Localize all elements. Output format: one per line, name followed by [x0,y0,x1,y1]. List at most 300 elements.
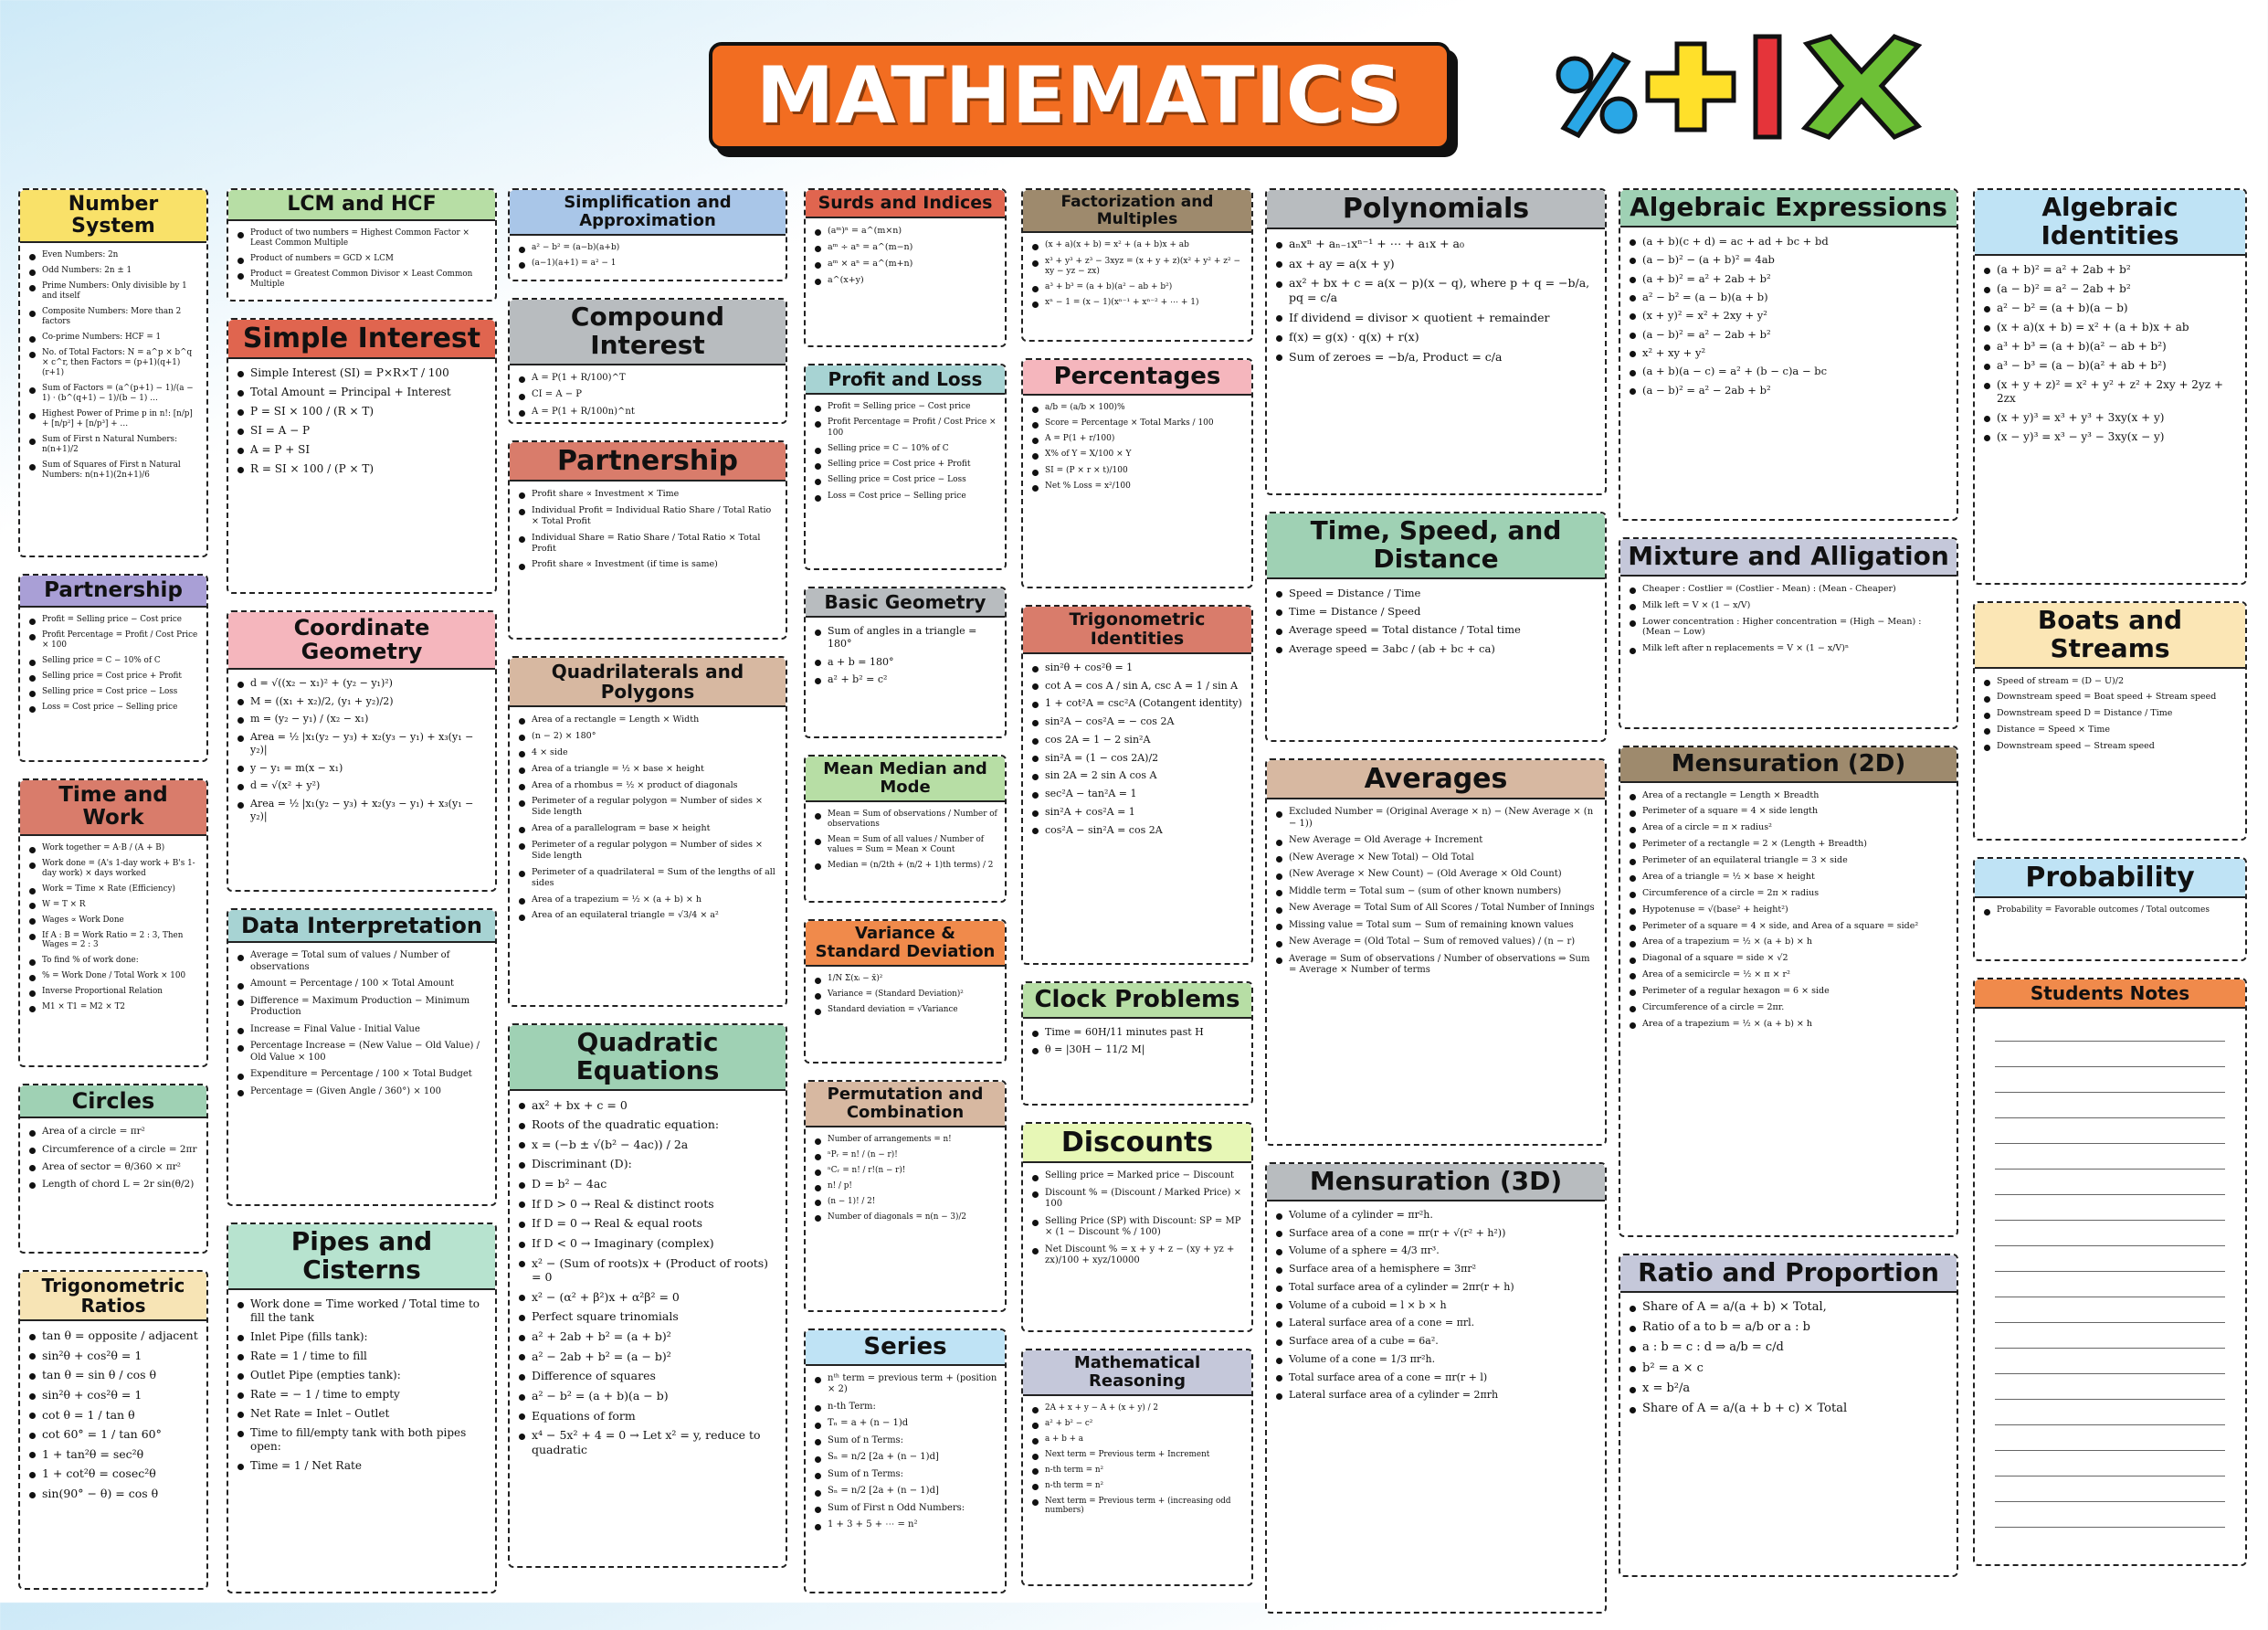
tsd-card [1265,512,1607,742]
formula-item: cos 2A = 1 − 2 sin²A [1030,734,1244,746]
notes-line[interactable] [1995,1400,2225,1425]
averages-list [1274,807,1598,977]
formula-item: New Average = (Old Total − Sum of removed values) / (n − r) [1274,937,1598,948]
mensuration-2d-list [1628,790,1949,1030]
formula-item: Roots of the quadratic equation: [517,1117,778,1132]
formula-item: M1 × T1 = M2 × T2 [27,1002,199,1012]
formula-item: sin²θ + cos²θ = 1 [27,1388,199,1402]
formula-item: X% of Y = X/100 × Y [1030,450,1244,460]
notes-line[interactable] [1995,1042,2225,1067]
formula-item: Area of a circle = πr² [27,1126,199,1138]
mensuration-3d-card [1265,1162,1607,1614]
formula-item: x³ + y³ + z³ − 3xyz = (x + y + z)(x² + y² + z² − xy − yz − zx) [1030,257,1244,278]
polynomials-list [1274,237,1598,364]
notes-line[interactable] [1995,1297,2225,1323]
formula-item: a² − b² = (a−b)(a+b) [517,243,778,253]
notes-line[interactable] [1995,1016,2225,1042]
boats-title: Boats and Streams [1975,603,2245,669]
column-5 [1021,188,1253,1603]
notes-line[interactable] [1995,1118,2225,1144]
plus-icon [1648,44,1734,130]
formula-item: M = ((x₁ + x₂)/2, (y₁ + y₂)/2) [236,695,488,708]
formula-item: Perimeter of a regular polygon = Number of sides × Side length [517,840,778,862]
time-work-card [18,778,208,1067]
formula-item: Prime Numbers: Only divisible by 1 and itself [27,281,199,302]
formula-item: Speed of stream = (D − U)/2 [1982,676,2238,687]
formula-item: cot 60° = 1 / tan 60° [27,1427,199,1442]
formula-item: New Average = Old Average + Increment [1274,835,1598,847]
quadratic-card [508,1023,787,1568]
notes-card [1973,978,2247,1566]
title-banner [709,42,1450,150]
notes-line[interactable] [1995,1067,2225,1093]
formula-item: Perimeter of an equilateral triangle = 3 × side [1628,855,1949,866]
partnership-2-card [508,440,787,640]
formula-item: (x + a)(x + b) = x² + (a + b)x + ab [1982,321,2238,334]
formula-item: Circumference of a circle = 2πr. [1628,1002,1949,1013]
formula-item: (n − 2) × 180° [517,731,778,742]
quadratic-list [517,1098,778,1457]
notes-line[interactable] [1995,1246,2225,1272]
formula-item: Lower concentration : Higher concentration = (High − Mean) : (Mean − Low) [1628,617,1949,639]
algebraic-identities-list [1982,263,2238,444]
ratio-card [1619,1254,1958,1577]
formula-item: Number of arrangements = n! [813,1135,997,1145]
formula-item: Volume of a sphere = 4/3 πr³. [1274,1244,1598,1257]
formula-item: Missing value = Total sum − Sum of remaining known values [1274,920,1598,932]
formula-item: Total surface area of a cylinder = 2πr(r + h) [1274,1281,1598,1294]
formula-item: Area of sector = θ/360 × πr² [27,1161,199,1173]
formula-item: Sum of First n Odd Numbers: [813,1503,997,1515]
formula-item: Hypotenuse = √(base² + height²) [1628,905,1949,916]
profit-loss-card [804,364,1007,570]
notes-line[interactable] [1995,1093,2225,1118]
formula-item: cos²A − sin²A = cos 2A [1030,824,1244,837]
formula-item: Area of a triangle = ½ × base × height [1628,872,1949,883]
formula-item: Area of a trapezium = ½ × (a + b) × h [1628,937,1949,947]
formula-item: Sum of First n Natural Numbers: n(n+1)/2 [27,435,199,455]
data-interpretation-card [227,908,497,1206]
formula-item: Profit share ∝ Investment (if time is same) [517,559,778,570]
polynomials-title: Polynomials [1267,190,1605,229]
notes-line[interactable] [1995,1477,2225,1502]
formula-item: Volume of a cone = 1/3 πr²h. [1274,1353,1598,1366]
multiply-icon [1805,37,1918,137]
trig-ratios-card [18,1270,208,1590]
tsd-title: Time, Speed, and Distance [1267,513,1605,579]
mensuration-3d-list [1274,1209,1598,1402]
variance-card [804,919,1007,1064]
formula-item: Profit = Selling price − Cost price [27,615,199,625]
formula-item: Even Numbers: 2n [27,250,199,260]
formula-item: Selling price = Cost price − Loss [27,687,199,697]
profit-loss-title: Profit and Loss [806,365,1005,395]
formula-item: (New Average × New Total) − Old Total [1274,852,1598,864]
formula-item: Average = Sum of observations / Number of observations ⇒ Sum = Average × Number of terms [1274,954,1598,977]
surds-card [804,188,1007,347]
compound-interest-list [517,373,778,418]
formula-item: Milk left after n replacements = V × (1 − x/V)ⁿ [1628,643,1949,654]
formula-item: New Average = Total Sum of All Scores / Total Number of Innings [1274,903,1598,915]
trig-ratios-title: Trigonometric Ratios [20,1272,206,1321]
tsd-list [1274,587,1598,656]
formula-item: Area of an equilateral triangle = √3/4 × a² [517,910,778,921]
formula-item: W = T × R [27,900,199,910]
formula-item: Selling price = C − 10% of C [813,444,997,454]
column-7 [1619,188,1958,1593]
formula-item: (a−1)(a+1) = a² − 1 [517,259,778,269]
formula-item: Excluded Number = (Original Average × n) − (New Average × (n − 1)) [1274,807,1598,830]
formula-item: Area = ½ |x₁(y₂ − y₃) + x₂(y₃ − y₁) + x₃(y₁ − y₂)| [236,798,488,823]
formula-item: a² − b² = (a + b)(a − b) [517,1389,778,1403]
formula-item: Area = ½ |x₁(y₂ − y₃) + x₂(y₃ − y₁) + x₃(y₁ − y₂)| [236,731,488,757]
formula-item: Variance = (Standard Deviation)² [813,990,997,1000]
formula-item: (a + b)² = a² + 2ab + b² [1628,272,1949,285]
formula-item: (a − b)² − (a + b)² = 4ab [1628,253,1949,266]
formula-item: Probability = Favorable outcomes / Total outcomes [1982,905,2238,916]
formula-item: θ = |30H − 11/2 M| [1030,1043,1244,1056]
notes-line[interactable] [1995,1349,2225,1374]
formula-item: Sum of n Terms: [813,1435,997,1447]
formula-item: a³ − b³ = (a − b)(a² + ab + b²) [1982,359,2238,373]
formula-item: a/b = (a/b × 100)% [1030,403,1244,413]
mensuration-2d-title: Mensuration (2D) [1620,747,1957,783]
algebraic-expressions-list [1628,235,1949,397]
formula-item: Sum of zeroes = −b/a, Product = c/a [1274,350,1598,365]
polynomials-card [1265,188,1607,495]
formula-item: Area of a semicircle = ½ × π × r² [1628,969,1949,980]
notes-line[interactable] [1995,1323,2225,1349]
number-system-title: Number System [20,190,206,243]
formula-item: b² = a × c [1628,1361,1949,1376]
formula-item: Time = Distance / Speed [1274,605,1598,618]
formula-item: xⁿ − 1 = (x − 1)(xⁿ⁻¹ + xⁿ⁻² + ⋯ + 1) [1030,298,1244,308]
formula-item: Diagonal of a square = side × √2 [1628,953,1949,964]
formula-item: If dividend = divisor × quotient + remainder [1274,311,1598,325]
trig-identities-list [1030,662,1244,837]
variance-title: Variance & Standard Deviation [806,921,1005,967]
formula-item: Speed = Distance / Time [1274,587,1598,599]
formula-item: Co-prime Numbers: HCF = 1 [27,333,199,343]
notes-line[interactable] [1995,1502,2225,1528]
formula-item: (a − b)² = a² − 2ab + b² [1628,384,1949,397]
formula-item: R = SI × 100 / (P × T) [236,462,488,476]
formula-item: Discriminant (D): [517,1157,778,1171]
formula-item: Time = 1 / Net Rate [236,1459,488,1473]
formula-item: a² + 2ab + b² = (a + b)² [517,1329,778,1344]
formula-item: A = P(1 + R/100n)^nt [517,407,778,418]
formula-item: Perimeter of a quadrilateral = Sum of the lengths of all sides [517,867,778,889]
formula-item: Share of A = a/(a + b + c) × Total [1628,1402,1949,1416]
partnership-1-title: Partnership [20,576,206,608]
formula-item: Rate = − 1 / time to empty [236,1388,488,1402]
number-system-list [27,250,199,481]
column-1 [18,188,208,1606]
formula-item: sin²A = (1 − cos 2A)/2 [1030,752,1244,765]
formula-item: Perfect square trinomials [517,1309,778,1324]
formula-item: tan θ = opposite / adjacent [27,1328,199,1343]
page-title: MATHEMATICS [755,50,1404,142]
quadratic-title: Quadratic Equations [510,1025,786,1091]
formula-item: Individual Share = Ratio Share / Total Ratio × Total Profit [517,533,778,555]
partnership-1-list [27,615,199,713]
formula-item: Sum of Factors = (a^(p+1) − 1)/(a − 1) · (b^(q+1) − 1)/(b − 1) … [27,384,199,404]
notes-line[interactable] [1995,1374,2225,1400]
factorization-list [1030,240,1244,308]
notes-line[interactable] [1995,1272,2225,1297]
quadrilaterals-list [517,714,778,921]
formula-item: a³ + b³ = (a + b)(a² − ab + b²) [1030,282,1244,292]
formula-item: Work = Time × Rate (Efficiency) [27,884,199,894]
formula-item: 1 + tan²θ = sec²θ [27,1447,199,1462]
formula-item: Circumference of a circle = 2π × radius [1628,888,1949,899]
formula-item: (aᵐ)ⁿ = a^(m×n) [813,226,997,237]
formula-item: A = P(1 + r/100) [1030,434,1244,444]
compound-interest-title: Compound Interest [510,300,786,365]
formula-item: Average speed = 3abc / (ab + bc + ca) [1274,642,1598,655]
formula-item: Sum of Squares of First n Natural Numbers: n(n+1)(2n+1)/6 [27,460,199,481]
lcm-hcf-list [236,228,488,290]
formula-item: Average speed = Total distance / Total time [1274,623,1598,636]
formula-item: If A : B = Work Ratio = 2 : 3, Then Wages = 2 : 3 [27,931,199,951]
formula-item: D = b² − 4ac [517,1177,778,1191]
reasoning-list [1030,1403,1244,1517]
formula-item: Outlet Pipe (empties tank): [236,1369,488,1382]
formula-item: Distance = Speed × Time [1982,725,2238,736]
formula-item: Score = Percentage × Total Marks / 100 [1030,418,1244,429]
formula-item: Area of a trapezium = ½ × (a + b) × h [517,894,778,905]
formula-item: Inlet Pipe (fills tank): [236,1330,488,1344]
formula-item: Profit Percentage = Profit / Cost Price × 100 [27,630,199,651]
mensuration-3d-title: Mensuration (3D) [1267,1164,1605,1201]
column-3 [508,188,787,1584]
formula-item: n-th term = n² [1030,1466,1244,1476]
formula-item: Percentage Increase = (New Value − Old Value) / Old Value × 100 [236,1041,488,1064]
lcm-hcf-card [227,188,497,302]
simplification-card [508,188,787,281]
formula-item: n-th Term: [813,1402,997,1413]
formula-item: Lateral surface area of a cone = πrl. [1274,1317,1598,1329]
formula-item: CI = A − P [517,389,778,401]
permutation-title: Permutation and Combination [806,1082,1005,1127]
lcm-hcf-title: LCM and HCF [228,190,495,221]
formula-item: aᵐ ÷ aⁿ = a^(m−n) [813,242,997,253]
compound-interest-card [508,298,787,424]
formula-item: Sum of angles in a triangle = 180° [813,625,997,651]
math-symbols-svg [1540,27,1933,146]
formula-item: Area of a circle = π × radius² [1628,822,1949,833]
formula-item: Lateral surface area of a cylinder = 2πrh [1274,1389,1598,1402]
formula-item: sin 2A = 2 sin A cos A [1030,769,1244,782]
formula-item: Sum of n Terms: [813,1469,997,1481]
formula-item: Selling Price (SP) with Discount: SP = MP × (1 − Discount % / 100) [1030,1216,1244,1239]
formula-item: tan θ = sin θ / cos θ [27,1368,199,1382]
notes-line[interactable] [1995,1195,2225,1221]
formula-item: (a − b)² = a² − 2ab + b² [1982,282,2238,296]
formula-item: sin(90° − θ) = cos θ [27,1487,199,1501]
formula-item: Volume of a cylinder = πr²h. [1274,1209,1598,1222]
formula-item: Selling price = C − 10% of C [27,656,199,666]
formula-item: SI = A − P [236,424,488,438]
probability-list [1982,905,2238,916]
formula-item: Perimeter of a regular hexagon = 6 × side [1628,986,1949,997]
formula-item: Selling price = Cost price + Profit [813,460,997,470]
notes-line[interactable] [1995,1451,2225,1477]
formula-item: Product of two numbers = Highest Common Factor × Least Common Multiple [236,228,488,249]
formula-item: Wages ∝ Work Done [27,916,199,926]
boats-list [1982,676,2238,752]
formula-item: Area of a trapezium = ½ × (a + b) × h [1628,1019,1949,1030]
formula-item: Selling price = Marked price − Discount [1030,1170,1244,1182]
formula-item: Product = Greatest Common Divisor × Least Common Multiple [236,270,488,290]
series-card [804,1328,1007,1593]
formula-item: (a + b)(c + d) = ac + ad + bc + bd [1628,235,1949,248]
formula-item: Equations of form [517,1409,778,1424]
notes-line[interactable] [1995,1144,2225,1170]
formula-item: n! / p! [813,1181,997,1191]
column-6 [1265,188,1607,1630]
mean-median-list [813,810,997,871]
time-work-title: Time and Work [20,780,206,836]
formula-item: If D = 0 → Real & equal roots [517,1216,778,1231]
formula-item: Area of a rectangle = Length × Width [517,714,778,725]
algebraic-identities-title: Algebraic Identities [1975,190,2245,256]
formula-item: Mean = Sum of all values / Number of values = Sum = Mean × Count [813,835,997,855]
number-system-card [18,188,208,557]
formula-item: Loss = Cost price − Selling price [813,492,997,502]
circles-title: Circles [20,1085,206,1118]
formula-item: a + b + a [1030,1434,1244,1445]
formula-item: 1/N Σ(xᵢ − x̄)² [813,974,997,984]
formula-item: Amount = Percentage / 100 × Total Amount [236,979,488,990]
formula-item: ax + ay = a(x + y) [1274,257,1598,271]
formula-item: Average = Total sum of values / Number of observations [236,950,488,973]
formula-item: Area of a parallelogram = base × height [517,823,778,834]
formula-item: (a − b)² = a² − 2ab + b² [1628,328,1949,341]
formula-item: 1 + cot²θ = cosec²θ [27,1466,199,1481]
profit-loss-list [813,402,997,502]
mean-median-title: Mean Median and Mode [806,757,1005,802]
formula-item: Cheaper : Costlier = (Costlier - Mean) : (Mean - Cheaper) [1628,584,1949,595]
formula-item: Net Discount % = x + y + z − (xy + yz + zx)/100 + xyz/10000 [1030,1244,1244,1267]
formula-item: (a + b)(a − c) = a² + (b − c)a − bc [1628,365,1949,377]
series-title: Series [806,1330,1005,1366]
notes-line[interactable] [1995,1221,2225,1246]
formula-item: Next term = Previous term + Increment [1030,1450,1244,1460]
notes-line[interactable] [1995,1170,2225,1195]
formula-item: Mean = Sum of observations / Number of observations [813,810,997,830]
formula-item: SI = (P × r × t)/100 [1030,466,1244,476]
formula-item: Surface area of a cube = 6a². [1274,1335,1598,1348]
formula-item: 1 + cot²A = csc²A (Cotangent identity) [1030,697,1244,710]
mensuration-2d-card [1619,746,1958,1237]
formula-item: Work done = Time worked / Total time to fill the tank [236,1297,488,1325]
reasoning-card [1021,1349,1253,1586]
series-list [813,1373,997,1531]
formula-item: Percentage = (Given Angle / 360°) × 100 [236,1086,488,1098]
formula-item: Individual Profit = Individual Ratio Share / Total Ratio × Total Profit [517,505,778,527]
trig-identities-title: Trigonometric Identities [1023,607,1251,654]
coordinate-geometry-card [227,610,497,892]
formula-item: aₙxⁿ + aₙ₋₁xⁿ⁻¹ + ⋯ + a₁x + a₀ [1274,237,1598,251]
formula-item: Expenditure = Percentage / 100 × Total Budget [236,1069,488,1081]
formula-item: Selling price = Cost price − Loss [813,475,997,485]
formula-item: Number of diagonals = n(n − 3)/2 [813,1212,997,1222]
formula-item: A = P(1 + R/100)^T [517,373,778,385]
formula-item: (x − y)³ = x³ − y³ − 3xy(x − y) [1982,430,2238,444]
formula-item: ax² + bx + c = 0 [517,1098,778,1113]
formula-item: (n − 1)! / 2! [813,1197,997,1207]
formula-item: x⁴ − 5x² + 4 = 0 → Let x² = y, reduce to quadratic [517,1428,778,1456]
formula-item: Sₙ = n/2 [2a + (n − 1)d] [813,1452,997,1464]
formula-item: Time = 60H/11 minutes past H [1030,1026,1244,1039]
formula-item: Product of numbers = GCD × LCM [236,254,488,264]
coordinate-geometry-title: Coordinate Geometry [228,612,495,670]
formula-item: Time to fill/empty tank with both pipes open: [236,1426,488,1454]
simple-interest-list [236,366,488,476]
data-interpretation-title: Data Interpretation [228,910,495,943]
formula-item: Downstream speed − Stream speed [1982,741,2238,752]
formula-item: Highest Power of Prime p in n!: [n/p] + [n/p²] + [n/p³] + … [27,409,199,429]
formula-item: a : b = c : d ⇒ a/b = c/d [1628,1340,1949,1355]
formula-item: Tₙ = a + (n − 1)d [813,1418,997,1430]
formula-item: n-th term = n² [1030,1481,1244,1491]
partnership-1-card [18,574,208,762]
discounts-title: Discounts [1023,1124,1251,1163]
formula-item: sin²A + cos²A = 1 [1030,806,1244,819]
partnership-2-title: Partnership [510,442,786,482]
formula-item: sin²θ + cos²θ = 1 [1030,662,1244,674]
formula-item: d = √((x₂ − x₁)² + (y₂ − y₁)²) [236,677,488,690]
formula-item: Composite Numbers: More than 2 factors [27,307,199,327]
formula-item: Circumference of a circle = 2πr [27,1144,199,1156]
trig-identities-card [1021,605,1253,965]
formula-item: 4 × side [517,747,778,758]
formula-item: No. of Total Factors: N = a^p × b^q × c^r, then Factors = (p+1)(q+1)(r+1) [27,348,199,378]
formula-item: a² + b² − c² [1030,1419,1244,1429]
formula-item: Net % Loss = x²/100 [1030,482,1244,492]
formula-item: x² + xy + y² [1628,346,1949,359]
formula-item: (New Average × New Count) − (Old Average × Old Count) [1274,869,1598,881]
notes-line[interactable] [1995,1425,2225,1451]
mixture-list [1628,584,1949,654]
algebraic-identities-card [1973,188,2247,585]
surds-list [813,226,997,286]
minus-icon [1756,37,1779,137]
formula-item: sec²A − tan²A = 1 [1030,788,1244,800]
notes-title: Students Notes [1975,979,2245,1009]
permutation-card [804,1080,1007,1312]
quadrilaterals-card [508,656,787,1007]
formula-item: cot θ = 1 / tan θ [27,1408,199,1423]
percentages-card [1021,358,1253,588]
formula-item: a² − 2ab + b² = (a − b)² [517,1350,778,1364]
formula-item: cot A = cos A / sin A, csc A = 1 / sin A [1030,680,1244,693]
circles-card [18,1084,208,1254]
pipes-cisterns-card [227,1222,497,1593]
formula-item: If D > 0 → Real & distinct roots [517,1197,778,1212]
formula-item: 2A + x + y − A + (x + y) / 2 [1030,1403,1244,1413]
formula-item: Work together = A·B / (A + B) [27,843,199,853]
formula-item: Downstream speed = Boat speed + Stream speed [1982,692,2238,703]
formula-item: f(x) = g(x) · q(x) + r(x) [1274,330,1598,344]
formula-item: Total Amount = Principal + Interest [236,386,488,399]
surds-title: Surds and Indices [806,190,1005,218]
formula-item: sin²θ + cos²θ = 1 [27,1349,199,1363]
formula-item: Surface area of a cone = πr(r + √(r² + h²)) [1274,1227,1598,1240]
formula-item: Area of a triangle = ½ × base × height [517,764,778,775]
ratio-list [1628,1300,1949,1417]
